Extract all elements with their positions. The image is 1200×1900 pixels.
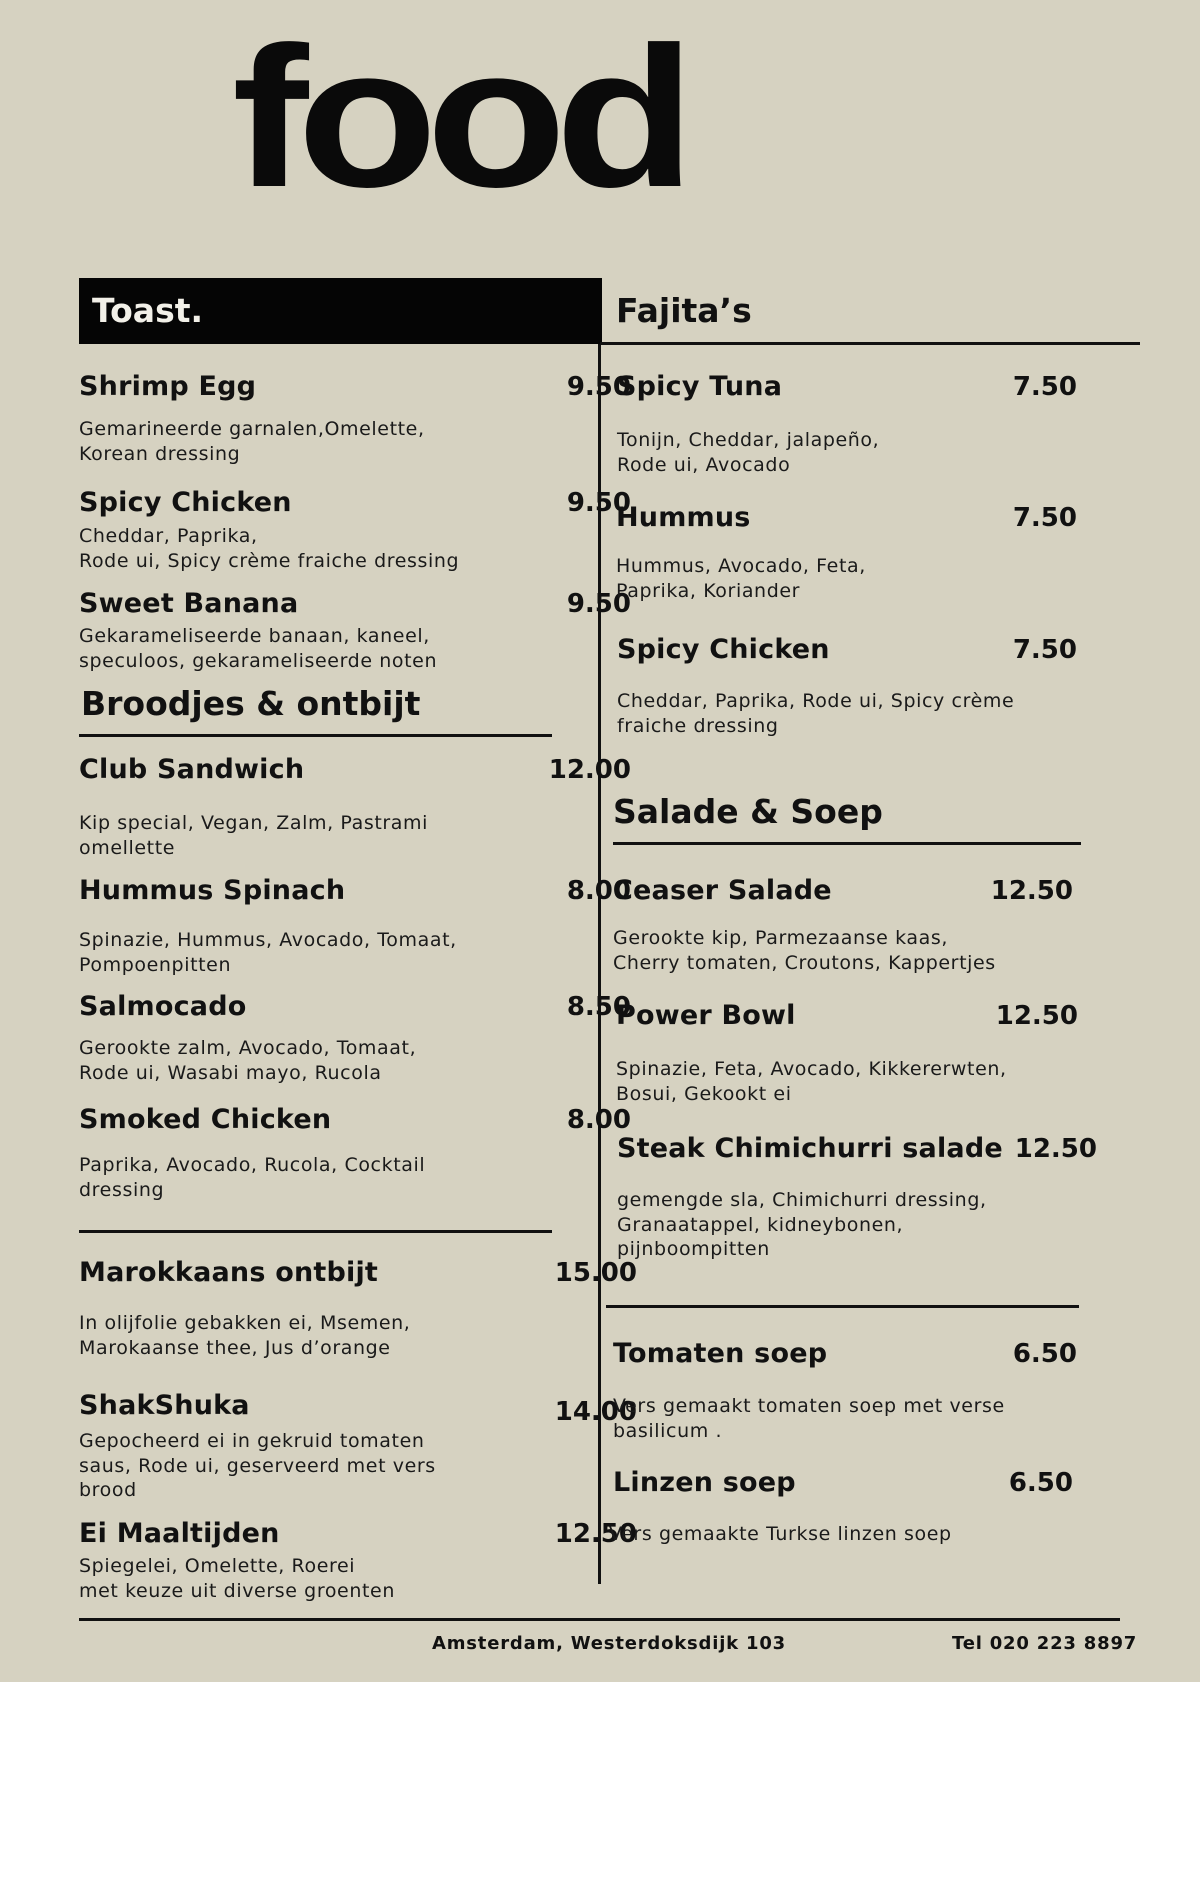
item-price: 6.50 bbox=[1008, 1468, 1073, 1498]
item-name: Smoked Chicken bbox=[79, 1104, 332, 1135]
item-description: Gepocheerd ei in gekruid tomaten saus, Rode ui, geserveerd met vers brood bbox=[79, 1430, 436, 1501]
item-name: Ei Maaltijden bbox=[79, 1518, 280, 1549]
item-name: Ceaser Salade bbox=[613, 875, 832, 906]
item-name: ShakShuka bbox=[79, 1390, 250, 1421]
item-price: 12.50 bbox=[990, 876, 1073, 906]
item-description: Spinazie, Hummus, Avocado, Tomaat, Pompoenpitten bbox=[79, 929, 457, 976]
item-description: gemengde sla, Chimichurri dressing, Granaatappel, kidneybonen, pijnboompitten bbox=[617, 1189, 987, 1260]
item-description: Paprika, Avocado, Rucola, Cocktail dressing bbox=[79, 1154, 426, 1201]
footer-address: Amsterdam, Westerdoksdijk 103 bbox=[432, 1633, 786, 1654]
item-name: Shrimp Egg bbox=[79, 371, 257, 402]
ontbijt-divider bbox=[79, 1230, 552, 1233]
item-description: Cheddar, Paprika, Rode ui, Spicy crème fraiche dressing bbox=[617, 690, 1015, 737]
fajitas-heading: Fajita’s bbox=[616, 291, 752, 330]
item-price: 14.00 bbox=[554, 1397, 637, 1427]
item-description: Gerookte zalm, Avocado, Tomaat, Rode ui, Wasabi mayo, Rucola bbox=[79, 1037, 417, 1084]
item-name: Tomaten soep bbox=[613, 1338, 828, 1369]
item-description: Spiegelei, Omelette, Roerei met keuze uit diverse groenten bbox=[79, 1555, 395, 1602]
item-name: Spicy Tuna bbox=[617, 371, 783, 402]
item-price: 9.50 bbox=[566, 372, 631, 402]
item-price: 8.50 bbox=[566, 992, 631, 1022]
item-description: Vers gemaakte Turkse linzen soep bbox=[609, 1523, 952, 1545]
item-price: 7.50 bbox=[1012, 372, 1077, 402]
item-price: 12.50 bbox=[554, 1519, 637, 1549]
item-description: Cheddar, Paprika, Rode ui, Spicy crème fraiche dressing bbox=[79, 525, 460, 572]
item-name: Salmocado bbox=[79, 991, 247, 1022]
soep-divider bbox=[606, 1305, 1079, 1308]
item-name: Steak Chimichurri salade bbox=[617, 1133, 1003, 1164]
item-name: Hummus Spinach bbox=[79, 875, 346, 906]
item-price: 7.50 bbox=[1012, 635, 1077, 665]
item-price: 7.50 bbox=[1012, 503, 1077, 533]
item-price: 9.50 bbox=[566, 488, 631, 518]
item-price: 6.50 bbox=[1012, 1339, 1077, 1369]
broodjes-heading: Broodjes & ontbijt bbox=[81, 684, 421, 723]
item-name: Linzen soep bbox=[613, 1467, 796, 1498]
item-description: Gemarineerde garnalen,Omelette, Korean dressing bbox=[79, 418, 425, 465]
toast-heading: Toast. bbox=[92, 291, 204, 330]
item-description: In olijfolie gebakken ei, Msemen, Marokaanse thee, Jus d’orange bbox=[79, 1312, 411, 1359]
item-description: Kip special, Vegan, Zalm, Pastrami omellette bbox=[79, 812, 429, 859]
item-name: Spicy Chicken bbox=[617, 634, 830, 665]
menu-title: food bbox=[232, 6, 685, 229]
item-price: 15.00 bbox=[554, 1258, 637, 1288]
item-description: Spinazie, Feta, Avocado, Kikkererwten, Bosui, Gekookt ei bbox=[616, 1058, 1007, 1105]
item-name: Club Sandwich bbox=[79, 754, 305, 785]
item-description: Gekarameliseerde banaan, kaneel, speculoos, gekarameliseerde noten bbox=[79, 625, 438, 672]
item-price: 12.00 bbox=[548, 755, 631, 785]
item-description: Hummus, Avocado, Feta, Paprika, Koriander bbox=[616, 555, 866, 602]
item-price: 8.00 bbox=[566, 1105, 631, 1135]
item-name: Power Bowl bbox=[616, 1000, 796, 1031]
item-price: 12.50 bbox=[995, 1001, 1078, 1031]
salade-heading: Salade & Soep bbox=[613, 792, 883, 831]
item-name: Sweet Banana bbox=[79, 588, 299, 619]
footer-rule bbox=[79, 1618, 1120, 1621]
item-description: Vers gemaakt tomaten soep met verse basilicum . bbox=[613, 1395, 1005, 1442]
item-description: Gerookte kip, Parmezaanse kaas, Cherry tomaten, Croutons, Kappertjes bbox=[613, 927, 996, 974]
item-price: 8.00 bbox=[566, 876, 631, 906]
item-name: Marokkaans ontbijt bbox=[79, 1257, 379, 1288]
item-name: Spicy Chicken bbox=[79, 487, 292, 518]
item-price: 9.50 bbox=[566, 589, 631, 619]
item-description: Tonijn, Cheddar, jalapeño, Rode ui, Avocado bbox=[617, 429, 880, 476]
salade-heading-rule bbox=[613, 842, 1081, 845]
item-name: Hummus bbox=[616, 502, 751, 533]
broodjes-heading-rule bbox=[79, 734, 552, 737]
fajitas-heading-rule bbox=[600, 342, 1140, 345]
item-price: 12.50 bbox=[1014, 1134, 1097, 1164]
footer-phone: Tel 020 223 8897 bbox=[952, 1633, 1138, 1654]
